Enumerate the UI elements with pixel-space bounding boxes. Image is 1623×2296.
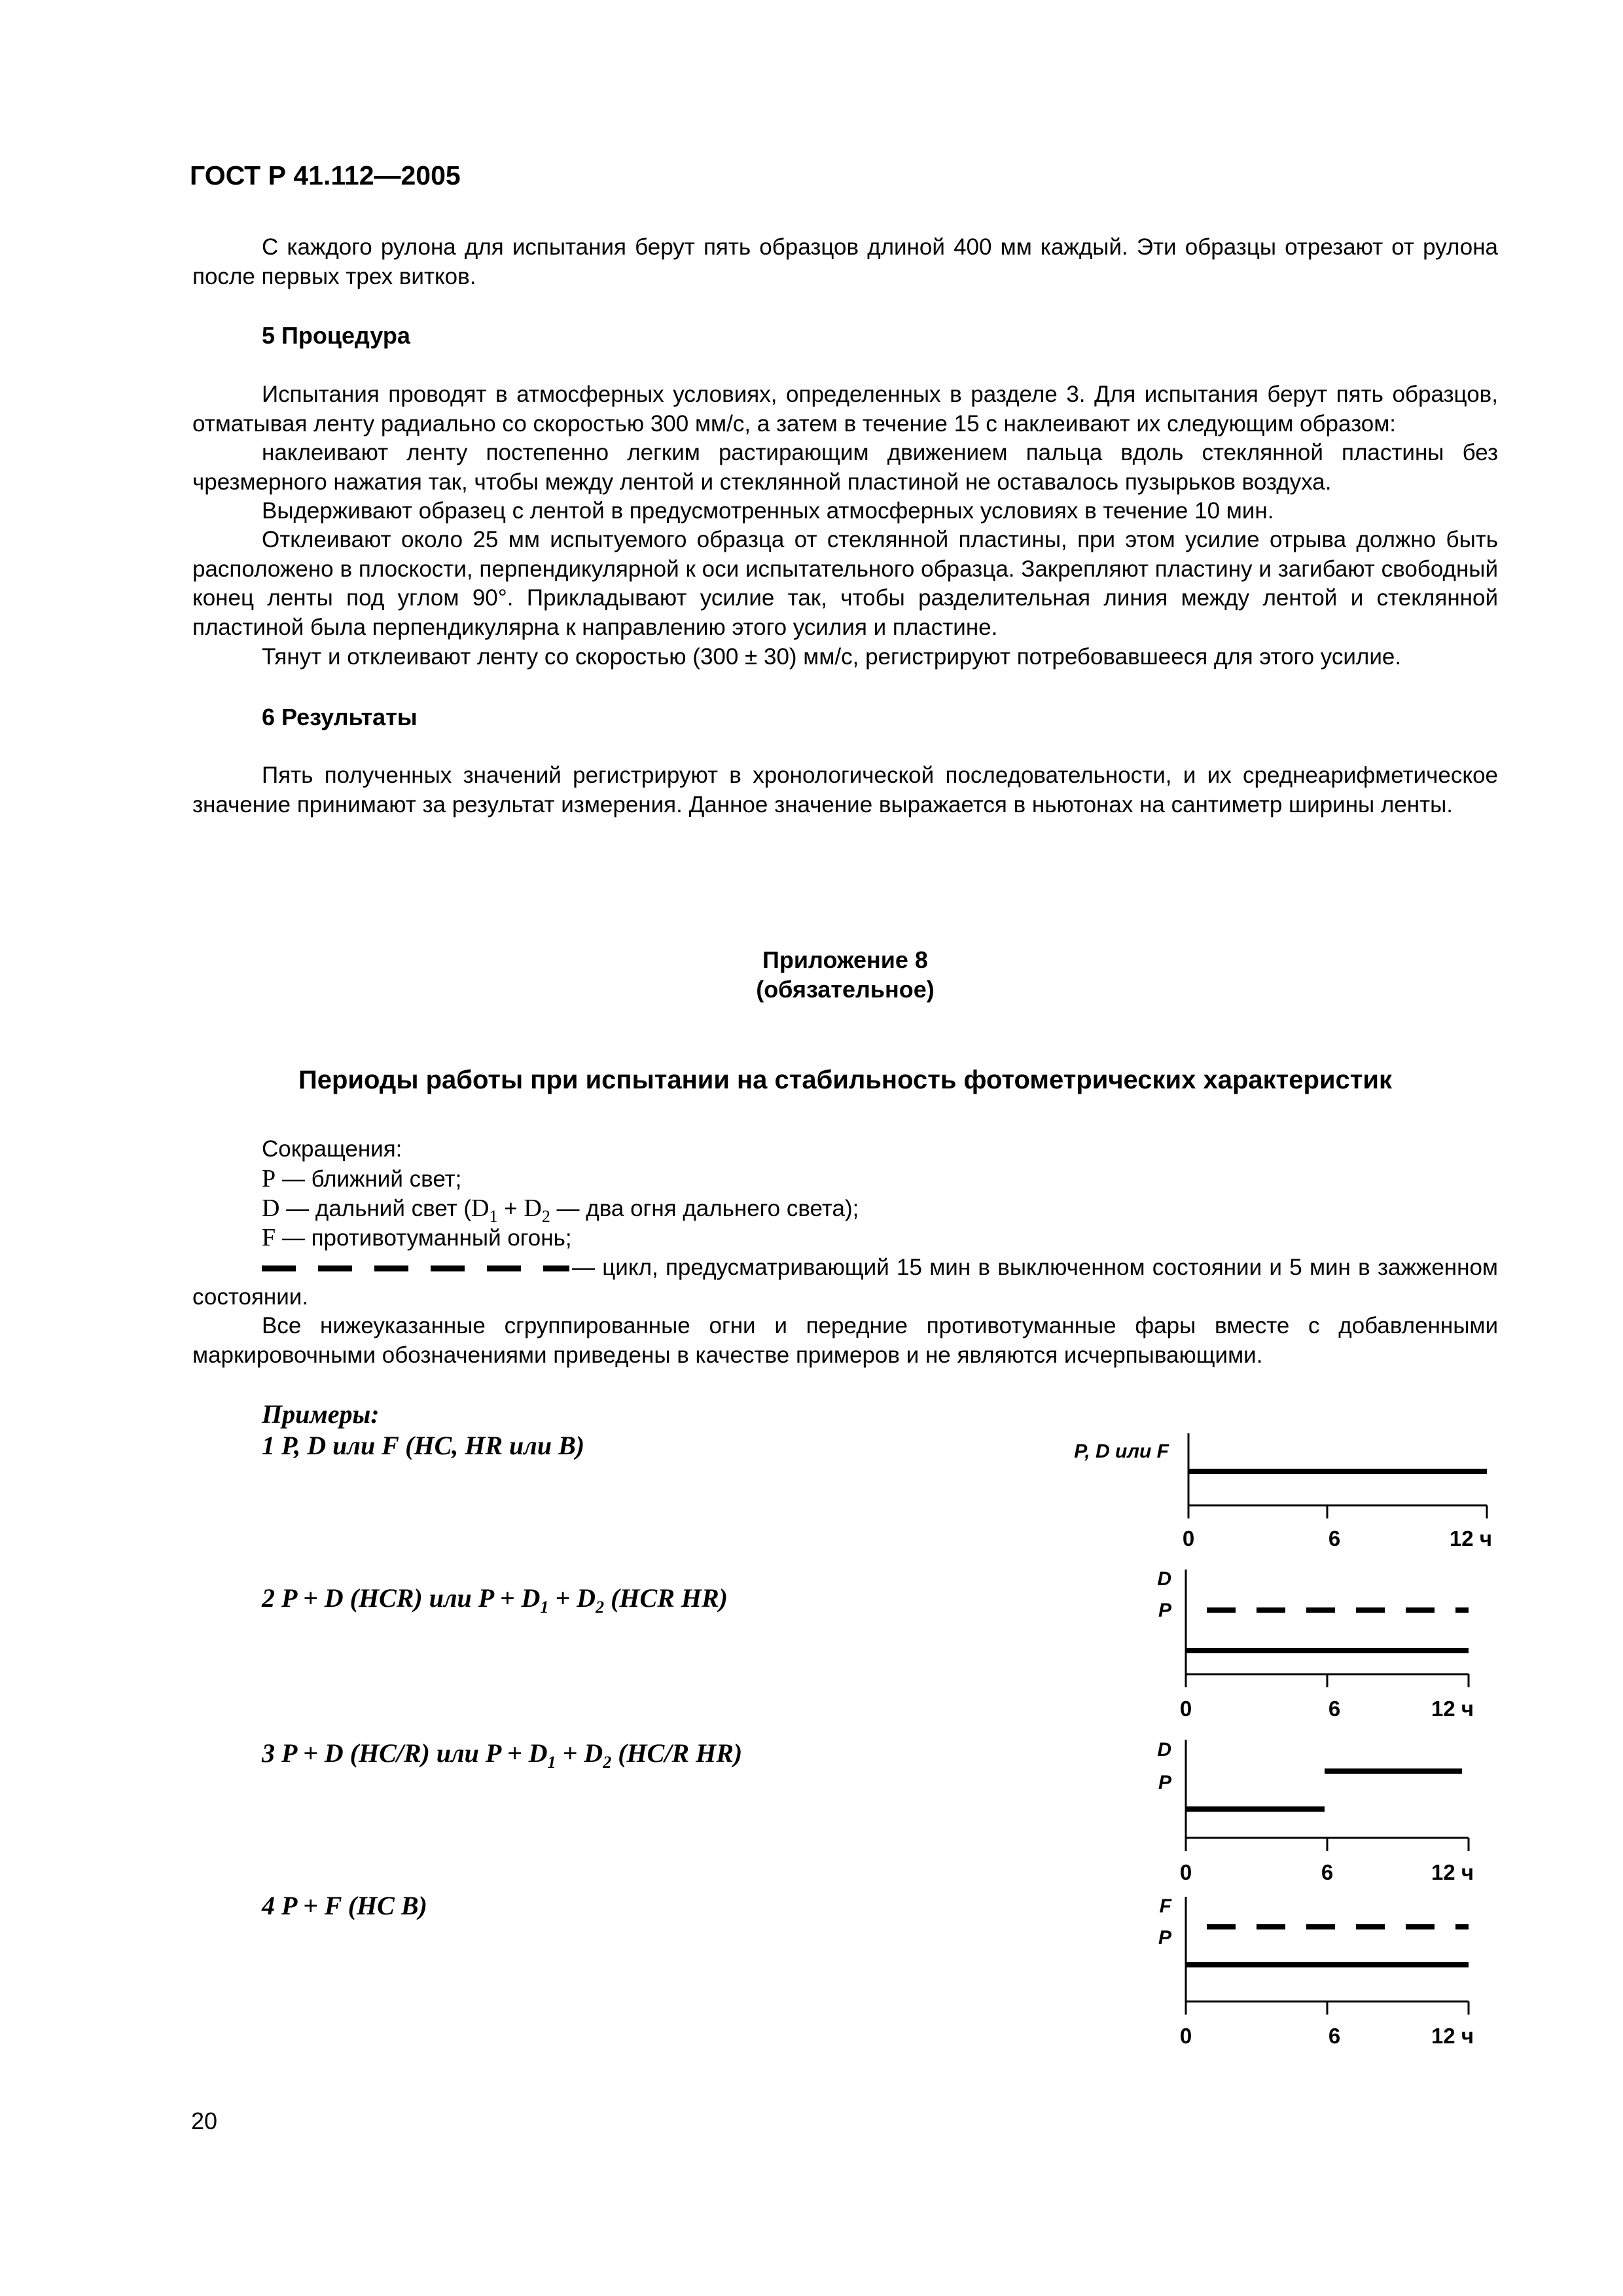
diagram-1-tick-12: 12 ч	[1449, 1526, 1492, 1551]
symbol-d: D	[262, 1194, 280, 1222]
diagram-3-label-d: D	[1157, 1739, 1171, 1761]
timing-diagram-1	[1074, 1433, 1492, 1551]
timing-diagram-3	[1157, 1739, 1474, 1884]
intro-paragraph: С каждого рулона для испытания берут пять образцов длиной 400 мм каждый. Эти образцы отрезают от рулона после первых трех витков.	[192, 234, 1498, 289]
diagram-1-tick-0: 0	[1182, 1526, 1195, 1551]
section-5-paragraph-1: Испытания проводят в атмосферных условиях, определенных в разделе 3. Для испытания берут пять образцов, отматывая ленту радиально со скоростью 300 мм/с, а затем в течение 15 с наклеивают их следующим образом:	[192, 382, 1498, 437]
example-2-part-a: 2 P + D (HCR) или P + D	[262, 1583, 541, 1613]
example-2-sub-1: 1	[540, 1598, 549, 1617]
diagram-2-tick-12: 12 ч	[1431, 1696, 1474, 1721]
section-6-paragraph-1: Пять полученных значений регистрируют в хронологической последовательности, и их среднеарифметическое значение принимают за результат измерения. Данное значение выражается в ньютонах на сантиметр ширины ленты.	[192, 762, 1498, 817]
section-6-heading: 6 Результаты	[262, 704, 418, 730]
page-number: 20	[191, 2108, 218, 2134]
timing-diagrams	[1014, 1427, 1538, 2081]
section-5-paragraph-3: Выдерживают образец с лентой в предусмотренных атмосферных условиях в течение 10 мин.	[262, 498, 1274, 524]
example-2-sub-2: 2	[596, 1598, 605, 1617]
section-5-paragraph-4: Отклеивают около 25 мм испытуемого образца от стеклянной пластины, при этом усилие отрыва должно быть расположено в плоскости, перпендикулярной к оси испытательного образца. Закрепляют пластину и загибают свободный конец ленты под углом 90°. Прикладывают усилие так, чтобы разделительная линия между лентой и стеклянной пластиной была перпендикулярна к направлению этого усилия и пластине.	[192, 527, 1498, 640]
example-3	[262, 1738, 743, 1772]
appendix-title: Периоды работы при испытании на стабильность фотометрических характеристик	[298, 1066, 1392, 1094]
example-4: 4 P + F (HC B)	[262, 1891, 427, 1920]
diagram-1-tick-6: 6	[1328, 1526, 1341, 1551]
abbreviation-d-text: — дальний свет (	[286, 1196, 472, 1221]
examples-heading: Примеры:	[262, 1399, 380, 1429]
example-3-sub-1: 1	[547, 1753, 556, 1772]
diagram-2-label-d: D	[1157, 1568, 1171, 1590]
abbreviation-f	[262, 1223, 572, 1253]
diagram-3-tick-6: 6	[1321, 1860, 1334, 1884]
abbreviation-p-text: — ближний свет;	[281, 1166, 462, 1192]
symbol-f: F	[262, 1224, 276, 1251]
example-3-part-c: (HC/R HR)	[611, 1738, 743, 1768]
example-1: 1 P, D или F (HC, HR или B)	[262, 1431, 585, 1460]
example-2-part-b: + D	[548, 1583, 596, 1613]
symbol-d1: D	[471, 1194, 490, 1222]
examples-note: Все нижеуказанные сгруппированные огни и передние противотуманные фары вместе с добавленными маркировочными обозначениями приведены в качестве примеров и не являются исчерпывающими.	[192, 1313, 1498, 1368]
example-2	[262, 1583, 728, 1617]
diagram-4-tick-12: 12 ч	[1431, 2024, 1474, 2048]
abbreviations-heading: Сокращения:	[262, 1136, 402, 1162]
cycle-description: — цикл, предусматривающий 15 мин в выключенном состоянии и 5 мин в зажженном состоянии.	[192, 1255, 1498, 1310]
abbreviation-d-tail: — два огня дальнего света);	[550, 1196, 859, 1221]
abbreviation-f-text: — противотуманный огонь;	[281, 1225, 572, 1251]
symbol-d1-sub: 1	[489, 1207, 498, 1226]
diagram-4-label-p: P	[1158, 1927, 1171, 1948]
diagram-4-tick-6: 6	[1328, 2024, 1341, 2048]
diagram-2-label-p: P	[1158, 1600, 1171, 1621]
section-5-paragraph-2: наклеивают ленту постепенно легким растирающим движением пальца вдоль стеклянной пластины без чрезмерного нажатия так, чтобы между лентой и стеклянной пластиной не оставалось пузырьков воздуха.	[192, 440, 1498, 495]
timing-diagram-2	[1157, 1568, 1474, 1721]
diagram-3-tick-12: 12 ч	[1431, 1860, 1474, 1884]
example-3-sub-2: 2	[603, 1753, 612, 1772]
appendix-status: (обязательное)	[756, 976, 935, 1003]
diagram-3-label-p: P	[1158, 1772, 1171, 1793]
timing-diagram-4	[1158, 1895, 1474, 2048]
diagram-4-tick-0: 0	[1179, 2024, 1192, 2048]
section-5-heading: 5 Процедура	[262, 322, 410, 349]
symbol-d2-sub: 2	[541, 1207, 550, 1226]
diagram-2-tick-6: 6	[1328, 1696, 1341, 1721]
example-3-part-a: 3 P + D (HC/R) или P + D	[262, 1738, 548, 1768]
appendix-label: Приложение 8	[762, 946, 928, 973]
abbreviation-d	[262, 1194, 859, 1224]
example-2-part-c: (HCR HR)	[604, 1583, 728, 1613]
document-code: ГОСТ Р 41.112—2005	[190, 160, 461, 190]
symbol-p: P	[262, 1165, 276, 1193]
diagram-3-tick-0: 0	[1179, 1860, 1192, 1884]
plus-sign: +	[497, 1196, 524, 1221]
diagram-2-tick-0: 0	[1179, 1696, 1192, 1721]
abbreviation-p	[262, 1164, 461, 1194]
diagram-1-label: P, D или F	[1074, 1441, 1169, 1462]
section-5-paragraph-5: Тянут и отклеивают ленту со скоростью (300 ± 30) мм/с, регистрируют потребовавшееся для этого усилие.	[262, 644, 1402, 670]
symbol-d2: D	[524, 1194, 542, 1222]
example-3-part-b: + D	[556, 1738, 603, 1768]
diagram-4-label-f: F	[1159, 1895, 1171, 1917]
